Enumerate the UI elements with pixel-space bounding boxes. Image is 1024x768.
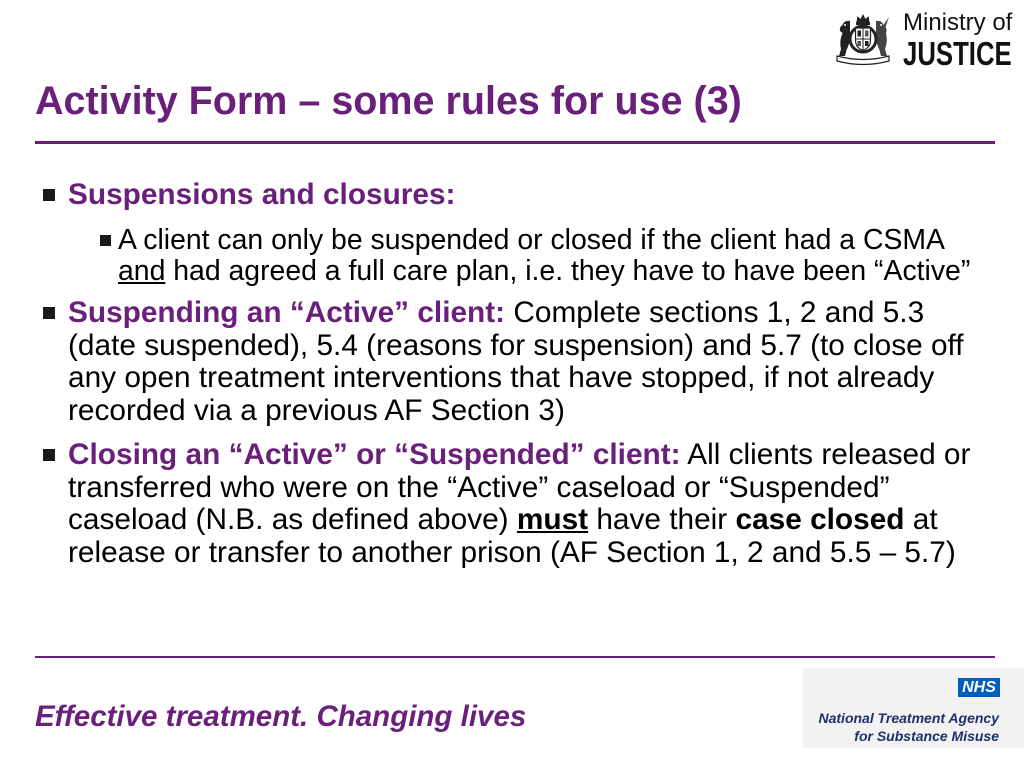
footer-divider	[35, 656, 995, 658]
square-bullet-icon	[43, 189, 55, 201]
sub-bullet-text-start: A client can only be suspended or closed if the client had a CSMA	[118, 224, 945, 256]
square-bullet-icon	[100, 235, 111, 246]
bullet-item-suspensions-and-closures	[0, 179, 1024, 287]
bullet-heading: Suspending an “Active” client:	[68, 296, 506, 329]
bullet-heading: Suspensions and closures:	[68, 178, 456, 211]
bullet-heading: Closing an “Active” or “Suspended” client:	[68, 438, 681, 471]
nta-name-line-2: for Substance Misuse	[854, 728, 999, 744]
nhs-badge: NHS	[958, 678, 1000, 697]
nta-name-line-1: National Treatment Agency	[818, 710, 999, 726]
bullet-text	[68, 439, 1013, 570]
nta-logo	[803, 668, 1024, 748]
royal-coat-of-arms-icon	[833, 12, 893, 66]
slide-title: Activity Form – some rules for use (3)	[35, 79, 742, 123]
footer-tagline: Effective treatment. Changing lives	[35, 700, 527, 733]
sub-bullet-item-suspension-rule	[0, 225, 1024, 287]
square-bullet-icon	[43, 307, 55, 319]
sub-bullet-text-end: had agreed a full care plan, i.e. they have to have been “Active”	[165, 255, 971, 287]
logo-text-ministry-of: Ministry of	[903, 9, 1013, 36]
sub-bullet-text	[118, 225, 1013, 287]
bullet-text	[68, 179, 1013, 212]
bullet-item-closing-client	[0, 439, 1024, 570]
bullet-body-part-1: All clients released or transferred who were on the “Active” caseload or “Suspended” caseload (N.B. as defined above)	[68, 438, 971, 537]
title-divider	[35, 141, 995, 144]
bullet-text	[68, 297, 1013, 428]
emphasis-must: must	[516, 503, 589, 537]
bullet-body: Complete sections 1, 2 and 5.3 (date suspended), 5.4 (reasons for suspension) and 5.7 (to close off any open treatment interventions that have stopped, if not already recorded via a previous AF Section 3)	[68, 296, 964, 428]
bullet-item-suspending-active-client	[0, 297, 1024, 428]
bullet-body-part-3: at release or transfer to another prison (AF Section 1, 2 and 5.5 – 5.7)	[68, 503, 956, 570]
logo-text-justice: JUSTICE	[903, 35, 1012, 72]
square-bullet-icon	[43, 449, 55, 461]
ministry-of-justice-logo	[833, 9, 1014, 72]
sub-bullet-underlined-and: and	[118, 255, 166, 287]
bullet-body-part-2: have their	[588, 503, 736, 537]
emphasis-case-closed: case closed	[735, 503, 905, 537]
